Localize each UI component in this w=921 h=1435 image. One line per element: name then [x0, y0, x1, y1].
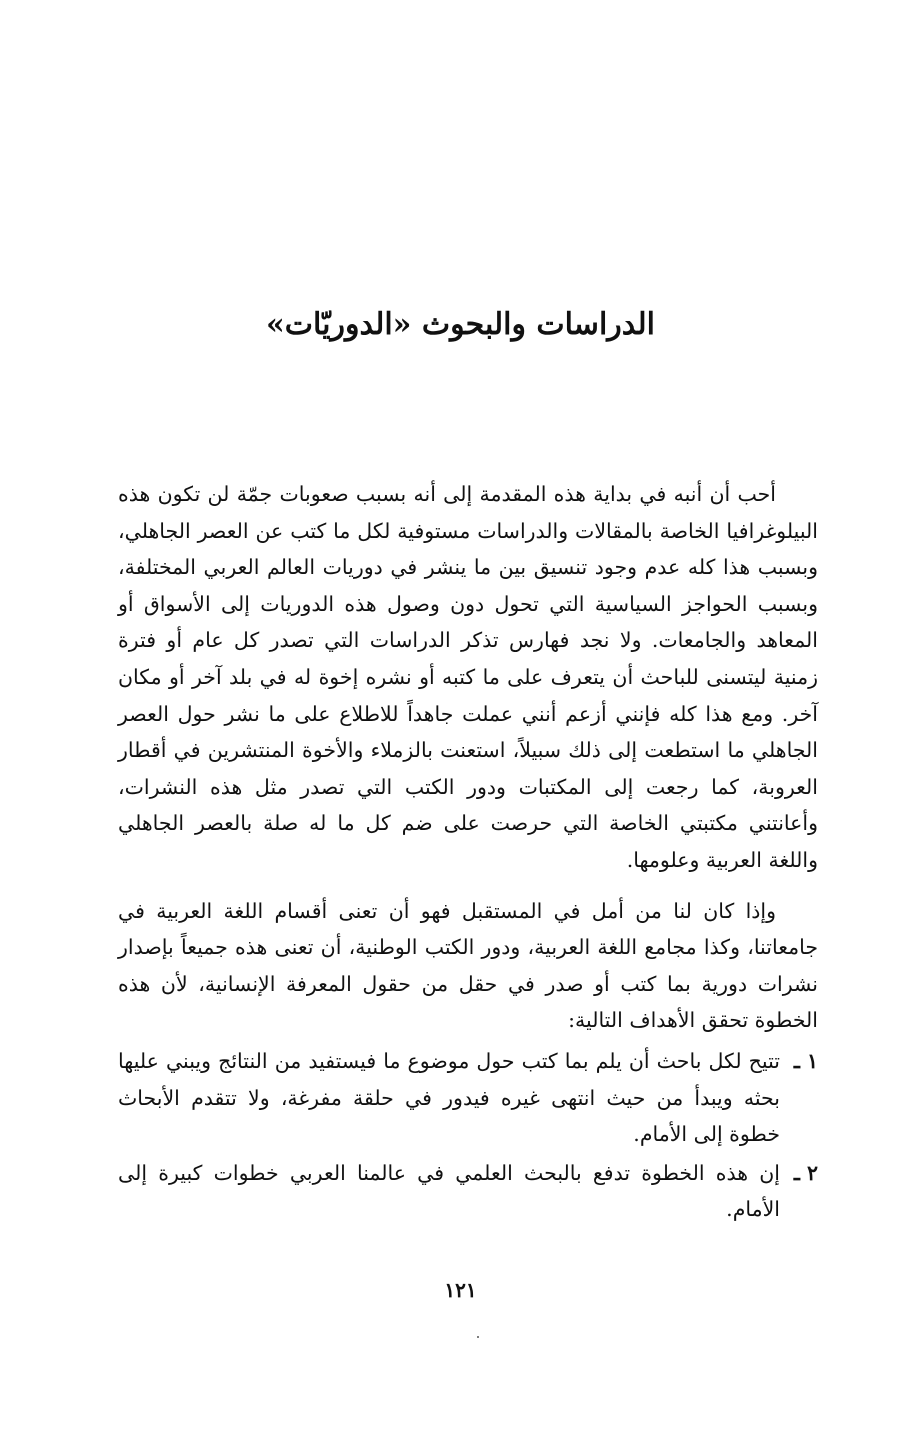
list-item [118, 1155, 818, 1228]
scan-speck [477, 1336, 479, 1338]
list-item-text: تتيح لكل باحث أن يلم بما كتب حول موضوع ما فيستفيد من النتائج ويبني عليها بحثه ويبدأ من حيث انتهى غيره فيدور في حلقة مفرغة، ولا تتقدم الأبحاث خطوة إلى الأمام. [118, 1048, 780, 1147]
hope-paragraph: وإذا كان لنا من أمل في المستقبل فهو أن تعنى أقسام اللغة العربية في جامعاتنا، وكذا مجامع اللغة العربية، ودور الكتب الوطنية، أن تعنى هذه جميعاً بإصدار نشرات دورية بما كتب أو صدر في حقل من حقول المعرفة الإنسانية، لأن هذه الخطوة تحقق الأهداف التالية: [118, 898, 818, 1033]
goals-list [118, 1043, 818, 1228]
list-item-number: ٢ ـ [793, 1160, 818, 1185]
intro-paragraph: أحب أن أنبه في بداية هذه المقدمة إلى أنه بسبب صعوبات جمّة لن تكون هذه البيلوغرافيا الخاصة بالمقالات والدراسات مستوفية لكل ما كتب عن العصر الجاهلي، وبسبب هذا كله عدم وجود تنسيق بين ما ينشر في دوريات العالم العربي المختلفة، وبسبب الحواجز السياسية التي تحول دون وصول هذه الدوريات إلى الأسواق أو المعاهد والجامعات. ولا نجد فهارس تذكر الدراسات التي تصدر كل عام أو فترة زمنية ليتسنى للباحث أن يتعرف على ما كتبه أو نشره إخوة له في بلد آخر أو مكان آخر. ومع هذا كله فإنني أزعم أنني عملت جاهداً للاطلاع على ما نشر حول العصر الجاهلي ما استطعت إلى ذلك سبيلاً، استعنت بالزملاء والأخوة المنتشرين في أقطار العروبة، كما رجعت إلى المكتبات ودور الكتب التي تصدر مثل هذه النشرات، وأعانتني مكتبتي الخاصة التي حرصت على ضم كل ما له صلة بالعصر الجاهلي واللغة العربية وعلومها. [118, 482, 818, 872]
list-item-number: ١ ـ [793, 1048, 818, 1073]
body-text [118, 476, 818, 1230]
list-item-text: إن هذه الخطوة تدفع بالبحث العلمي في عالمنا العربي خطوات كبيرة إلى الأمام. [118, 1160, 780, 1222]
page-number: ١٢١ [444, 1278, 477, 1302]
list-item [118, 1043, 818, 1153]
page-title: الدراسات والبحوث «الدوريّات» [265, 307, 655, 342]
